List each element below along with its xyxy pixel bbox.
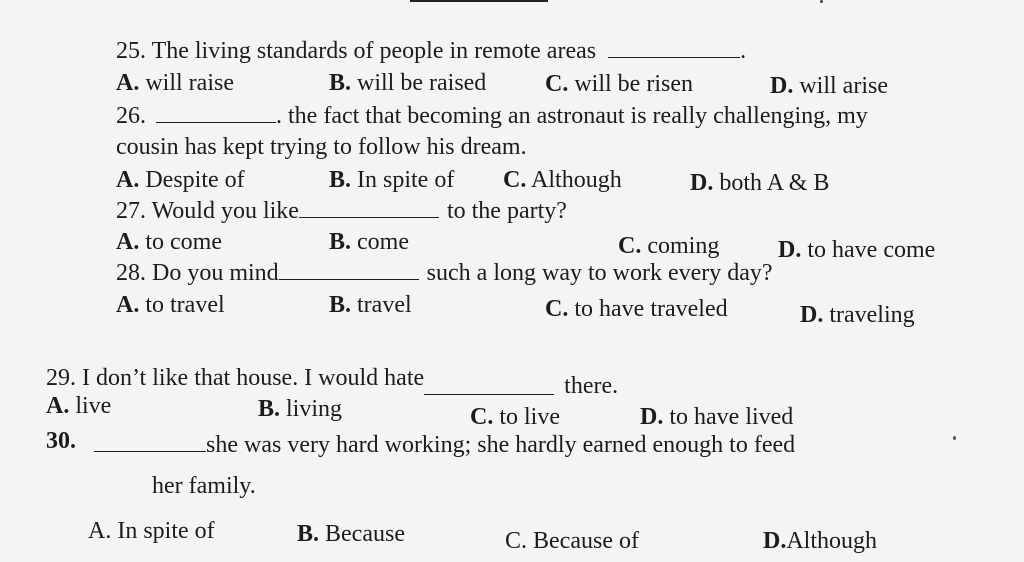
question-25-blank [608,37,740,58]
q29-option-a: A. live [46,393,112,419]
q26-option-a: A. Despite of [116,167,245,193]
q25-option-b: B. will be raised [329,70,487,96]
question-27 [116,197,567,225]
q27-option-a: A. to come [116,229,222,255]
question-29-blank [424,374,554,395]
question-25-end: . [740,38,747,64]
question-30-stem: she was very hard working; she hardly earned enough to feed [206,432,796,458]
question-26 [116,102,868,130]
q29-option-d: D. to have lived [640,404,794,430]
q30-option-b: B. Because [297,521,405,547]
question-28 [116,259,773,287]
q28-option-a: A. to travel [116,292,225,318]
ink-speck [953,436,956,440]
question-26-stem: . the fact that becoming an astronaut is really challenging, my [276,103,868,129]
q28-option-b: B. travel [329,292,412,318]
question-27-stem: 27. Would you like [116,198,299,224]
question-26-blank [156,102,276,123]
question-27-after: to the party? [446,198,567,224]
question-30-blank [94,431,206,452]
q27-option-c: C. coming [618,233,720,259]
q25-option-c: C. will be risen [545,71,693,97]
question-26-line2: cousin has kept trying to follow his dream. [116,134,527,160]
q30-option-a: A. In spite of [88,518,215,544]
question-25-stem: 25. The living standards of people in remote areas [116,38,597,64]
q28-option-c: C. to have traveled [545,296,728,322]
q27-option-d: D. to have come [778,237,936,263]
q25-option-d: D. will arise [770,73,888,99]
question-30 [46,427,796,458]
q29-option-b: B. living [258,396,343,422]
q25-option-a: A. will raise [116,70,234,96]
question-27-blank [299,197,439,218]
question-25 [116,37,746,65]
question-29 [46,364,619,399]
question-30-number: 30. [46,428,76,454]
q26-option-d: D. both A & B [690,170,830,196]
question-28-stem: 28. Do you mind [116,260,279,286]
q30-option-d: D.Although [763,528,878,554]
question-29-after: there. [564,373,619,399]
q29-option-c: C. to live [470,404,560,430]
top-rule [410,0,548,2]
top-mark [820,0,823,3]
question-28-after: such a long way to work every day? [426,260,773,286]
question-30-line2: her family. [152,473,256,499]
q28-option-d: D. traveling [800,302,915,328]
question-28-blank [279,259,419,280]
question-26-number: 26. [116,103,146,129]
q30-option-c: C. Because of [505,528,639,554]
q27-option-b: B. come [329,229,409,255]
question-29-stem: 29. I don’t like that house. I would hate [46,365,425,391]
q26-option-c: C. Although [503,167,622,193]
q26-option-b: B. In spite of [329,167,455,193]
